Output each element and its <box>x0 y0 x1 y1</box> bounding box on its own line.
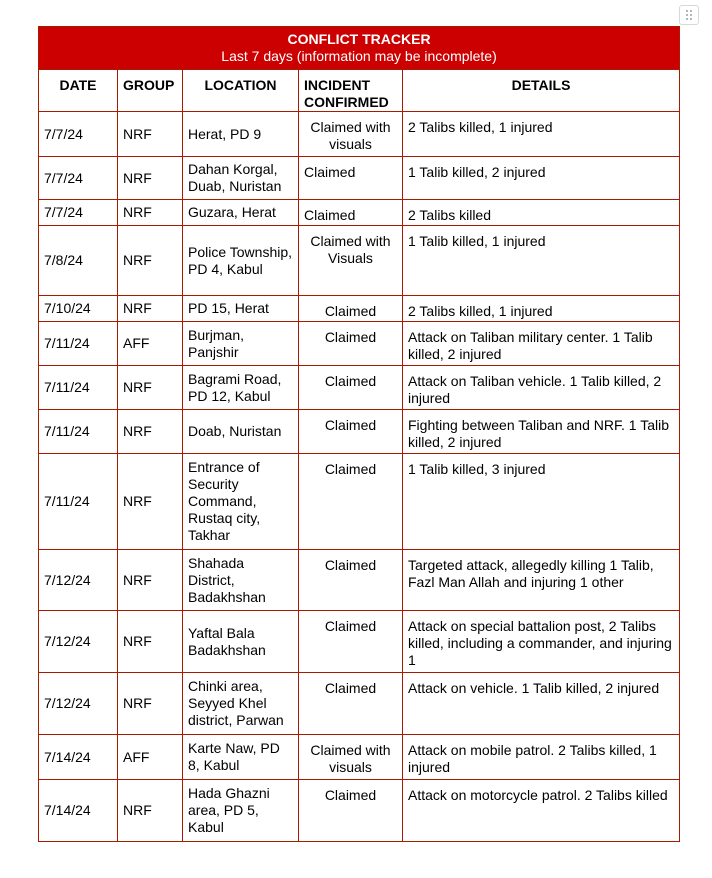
table-body <box>39 112 680 842</box>
cell-date: 7/11/24 <box>39 454 118 550</box>
cell-group: AFF <box>118 735 183 780</box>
cell-date: 7/12/24 <box>39 611 118 673</box>
cell-date: 7/10/24 <box>39 296 118 322</box>
table-row <box>39 780 680 842</box>
cell-incident-confirmed: Claimed <box>299 550 403 611</box>
cell-details: Attack on Taliban military center. 1 Talib killed, 2 injured <box>403 322 680 366</box>
cell-group: NRF <box>118 410 183 454</box>
cell-date: 7/7/24 <box>39 157 118 200</box>
table-row <box>39 296 680 322</box>
cell-group: NRF <box>118 112 183 157</box>
cell-date: 7/14/24 <box>39 780 118 842</box>
cell-location: Chinki area, Seyyed Khel district, Parwan <box>183 673 299 735</box>
cell-incident-confirmed: Claimed <box>299 322 403 366</box>
header-date: DATE <box>39 70 118 112</box>
table-row <box>39 550 680 611</box>
cell-date: 7/12/24 <box>39 550 118 611</box>
cell-location: Doab, Nuristan <box>183 410 299 454</box>
cell-group: NRF <box>118 780 183 842</box>
cell-group: NRF <box>118 157 183 200</box>
cell-incident-confirmed: Claimed <box>299 780 403 842</box>
cell-incident-confirmed: Claimed with visuals <box>299 112 403 157</box>
cell-incident-confirmed: Claimed with Visuals <box>299 226 403 296</box>
cell-date: 7/11/24 <box>39 366 118 410</box>
header-group: GROUP <box>118 70 183 112</box>
cell-incident-confirmed: Claimed with visuals <box>299 735 403 780</box>
cell-incident-confirmed: Claimed <box>299 673 403 735</box>
cell-location: Dahan Korgal, Duab, Nuristan <box>183 157 299 200</box>
cell-date: 7/12/24 <box>39 673 118 735</box>
table-row <box>39 157 680 200</box>
header-details: DETAILS <box>403 70 680 112</box>
cell-details: 2 Talibs killed <box>403 200 680 226</box>
cell-incident-confirmed: Claimed <box>299 611 403 673</box>
cell-group: NRF <box>118 200 183 226</box>
cell-location: Hada Ghazni area, PD 5, Kabul <box>183 780 299 842</box>
cell-location: Yaftal Bala Badakhshan <box>183 611 299 673</box>
cell-date: 7/7/24 <box>39 112 118 157</box>
cell-group: NRF <box>118 673 183 735</box>
cell-incident-confirmed: Claimed <box>299 157 403 200</box>
cell-details: Attack on mobile patrol. 2 Talibs killed, 1 injured <box>403 735 680 780</box>
cell-details: Targeted attack, allegedly killing 1 Talib, Fazl Man Allah and injuring 1 other <box>403 550 680 611</box>
cell-location: Entrance of Security Command, Rustaq city, Takhar <box>183 454 299 550</box>
cell-group: NRF <box>118 296 183 322</box>
cell-date: 7/8/24 <box>39 226 118 296</box>
tracker-banner <box>39 27 680 70</box>
cell-location: Shahada District, Badakhshan <box>183 550 299 611</box>
conflict-tracker-table <box>38 26 680 842</box>
table-row <box>39 611 680 673</box>
cell-details: Attack on Taliban vehicle. 1 Talib killed, 2 injured <box>403 366 680 410</box>
cell-date: 7/11/24 <box>39 410 118 454</box>
cell-group: NRF <box>118 226 183 296</box>
cell-location: Police Township, PD 4, Kabul <box>183 226 299 296</box>
cell-incident-confirmed: Claimed <box>299 454 403 550</box>
tracker-subtitle: Last 7 days (information may be incomplete) <box>221 48 497 64</box>
cell-incident-confirmed: Claimed <box>299 410 403 454</box>
cell-details: 1 Talib killed, 1 injured <box>403 226 680 296</box>
table-row <box>39 366 680 410</box>
cell-location: Burjman, Panjshir <box>183 322 299 366</box>
cell-location: Guzara, Herat <box>183 200 299 226</box>
header-location: LOCATION <box>183 70 299 112</box>
table-row <box>39 112 680 157</box>
header-incident-confirmed: INCIDENT CONFIRMED <box>299 70 403 112</box>
cell-incident-confirmed: Claimed <box>299 366 403 410</box>
cell-group: NRF <box>118 366 183 410</box>
cell-date: 7/11/24 <box>39 322 118 366</box>
table-row <box>39 200 680 226</box>
table-row <box>39 673 680 735</box>
table-row <box>39 735 680 780</box>
cell-group: NRF <box>118 611 183 673</box>
drag-handle-icon[interactable] <box>679 5 699 25</box>
cell-details: 1 Talib killed, 3 injured <box>403 454 680 550</box>
cell-location: Bagrami Road, PD 12, Kabul <box>183 366 299 410</box>
cell-group: NRF <box>118 550 183 611</box>
cell-location: Herat, PD 9 <box>183 112 299 157</box>
cell-location: Karte Naw, PD 8, Kabul <box>183 735 299 780</box>
table-row <box>39 410 680 454</box>
cell-details: 2 Talibs killed, 1 injured <box>403 296 680 322</box>
cell-location: PD 15, Herat <box>183 296 299 322</box>
cell-incident-confirmed: Claimed <box>299 296 403 322</box>
table-row <box>39 226 680 296</box>
table-row <box>39 322 680 366</box>
header-row <box>39 70 680 112</box>
table-row <box>39 454 680 550</box>
cell-incident-confirmed: Claimed <box>299 200 403 226</box>
cell-group: NRF <box>118 454 183 550</box>
cell-date: 7/7/24 <box>39 200 118 226</box>
cell-date: 7/14/24 <box>39 735 118 780</box>
cell-details: Attack on vehicle. 1 Talib killed, 2 injured <box>403 673 680 735</box>
cell-details: Attack on motorcycle patrol. 2 Talibs killed <box>403 780 680 842</box>
cell-details: Fighting between Taliban and NRF. 1 Talib killed, 2 injured <box>403 410 680 454</box>
tracker-title: CONFLICT TRACKER <box>287 31 431 47</box>
cell-group: AFF <box>118 322 183 366</box>
cell-details: 1 Talib killed, 2 injured <box>403 157 680 200</box>
cell-details: 2 Talibs killed, 1 injured <box>403 112 680 157</box>
cell-details: Attack on special battalion post, 2 Talibs killed, including a commander, and injuring 1 <box>403 611 680 673</box>
